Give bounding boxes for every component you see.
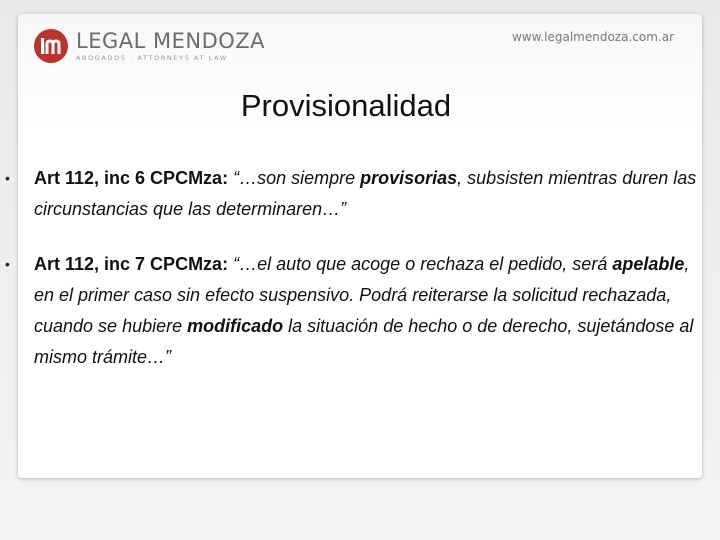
bullet-item bbox=[0, 249, 720, 373]
bullet-text: , subsisten mientras duren las circunstancias que las determinaren…” bbox=[34, 168, 697, 219]
logo-tagline: ABOGADOS · ATTORNEYS AT LAW bbox=[76, 54, 228, 62]
bullet-lead: Art 112, inc 7 CPCMza: bbox=[34, 254, 234, 274]
bullet-text: la situación de hecho o de derecho, sujetándose al mismo trámite…” bbox=[34, 316, 694, 367]
site-url: www.legalmendoza.com.ar bbox=[511, 30, 674, 44]
logo-name: LEGAL MENDOZA bbox=[76, 29, 266, 53]
slide-title-text: Provisionalidad bbox=[240, 88, 452, 123]
bullet-icon: • bbox=[5, 170, 10, 186]
bullet-emphasis: apelable bbox=[612, 254, 685, 274]
logo-mark-icon bbox=[34, 29, 68, 63]
bullet-emphasis: modificado bbox=[187, 316, 284, 336]
bullet-text: , en el primer caso sin efecto suspensivo. Podrá reiterarse la solicitud rechazada, cuando se hubiere bbox=[34, 254, 690, 336]
logo bbox=[34, 26, 265, 66]
bullet-text: “…el auto que acoge o rechaza el pedido, será bbox=[233, 254, 613, 274]
bullet-icon: • bbox=[5, 256, 10, 272]
bullet-text: “…son siempre bbox=[233, 168, 361, 188]
lm-monogram-icon bbox=[38, 36, 64, 56]
slide-title bbox=[0, 88, 692, 124]
bullet-list bbox=[0, 163, 720, 373]
bullet-emphasis: provisorias bbox=[360, 168, 458, 188]
bullet-item bbox=[0, 163, 720, 225]
bullet-lead: Art 112, inc 6 CPCMza: bbox=[34, 168, 234, 188]
